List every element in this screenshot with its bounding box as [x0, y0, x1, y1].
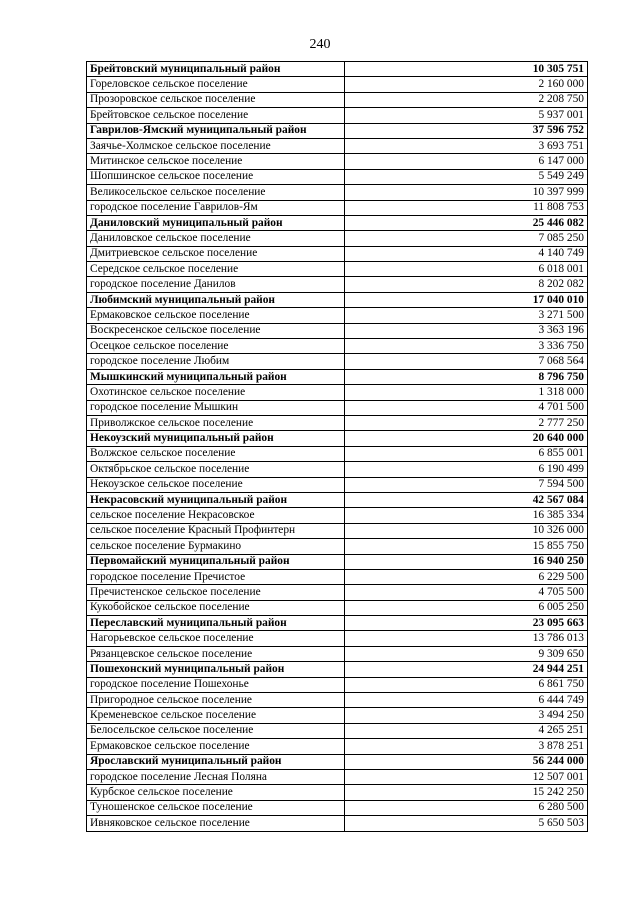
settlement-row	[87, 231, 588, 246]
settlement-row	[87, 446, 588, 461]
settlement-row	[87, 600, 588, 615]
settlement-row	[87, 785, 588, 800]
row-name: городское поселение Лесная Поляна	[87, 769, 345, 784]
settlement-row	[87, 677, 588, 692]
settlement-row	[87, 477, 588, 492]
row-value: 6 229 500	[345, 569, 588, 584]
district-row	[87, 431, 588, 446]
settlement-row	[87, 262, 588, 277]
row-name: сельское поселение Бурмакино	[87, 539, 345, 554]
settlement-row	[87, 585, 588, 600]
row-value: 16 940 250	[345, 554, 588, 569]
row-name: сельское поселение Некрасовское	[87, 508, 345, 523]
settlement-row	[87, 308, 588, 323]
district-row	[87, 215, 588, 230]
row-value: 3 271 500	[345, 308, 588, 323]
row-value: 4 265 251	[345, 723, 588, 738]
settlement-row	[87, 462, 588, 477]
budget-table	[86, 61, 588, 832]
row-name: Пошехонский муниципальный район	[87, 662, 345, 677]
row-name: Мышкинский муниципальный район	[87, 369, 345, 384]
settlement-row	[87, 646, 588, 661]
settlement-row	[87, 539, 588, 554]
settlement-row	[87, 769, 588, 784]
row-value: 2 777 250	[345, 415, 588, 430]
settlement-row	[87, 108, 588, 123]
row-name: Волжское сельское поселение	[87, 446, 345, 461]
row-name: Заячье-Холмское сельское поселение	[87, 138, 345, 153]
row-name: сельское поселение Красный Профинтерн	[87, 523, 345, 538]
row-name: Охотинское сельское поселение	[87, 385, 345, 400]
settlement-row	[87, 154, 588, 169]
row-value: 2 208 750	[345, 92, 588, 107]
settlement-row	[87, 246, 588, 261]
row-value: 42 567 084	[345, 492, 588, 507]
settlement-row	[87, 185, 588, 200]
settlement-row	[87, 723, 588, 738]
district-row	[87, 662, 588, 677]
row-name: городское поселение Пошехонье	[87, 677, 345, 692]
row-name: Брейтовский муниципальный район	[87, 62, 345, 77]
district-row	[87, 492, 588, 507]
row-name: Гореловское сельское поселение	[87, 77, 345, 92]
row-value: 8 796 750	[345, 369, 588, 384]
settlement-row	[87, 169, 588, 184]
row-value: 3 494 250	[345, 708, 588, 723]
page-number: 240	[309, 37, 331, 52]
row-name: Ермаковское сельское поселение	[87, 308, 345, 323]
row-name: Пригородное сельское поселение	[87, 693, 345, 708]
row-name: Осецкое сельское поселение	[87, 339, 345, 354]
settlement-row	[87, 415, 588, 430]
settlement-row	[87, 400, 588, 415]
row-name: городское поселение Данилов	[87, 277, 345, 292]
row-value: 3 693 751	[345, 138, 588, 153]
settlement-row	[87, 693, 588, 708]
district-row	[87, 616, 588, 631]
settlement-row	[87, 277, 588, 292]
row-name: Октябрьское сельское поселение	[87, 462, 345, 477]
row-value: 3 363 196	[345, 323, 588, 338]
row-value: 7 068 564	[345, 354, 588, 369]
settlement-row	[87, 508, 588, 523]
row-value: 12 507 001	[345, 769, 588, 784]
row-value: 16 385 334	[345, 508, 588, 523]
row-value: 6 855 001	[345, 446, 588, 461]
row-value: 5 937 001	[345, 108, 588, 123]
row-value: 9 309 650	[345, 646, 588, 661]
row-name: Воскресенское сельское поселение	[87, 323, 345, 338]
row-name: Даниловское сельское поселение	[87, 231, 345, 246]
settlement-row	[87, 523, 588, 538]
budget-table-body	[87, 62, 588, 832]
row-name: Приволжское сельское поселение	[87, 415, 345, 430]
settlement-row	[87, 708, 588, 723]
row-name: Шопшинское сельское поселение	[87, 169, 345, 184]
row-name: Дмитриевское сельское поселение	[87, 246, 345, 261]
row-value: 13 786 013	[345, 631, 588, 646]
row-name: Середское сельское поселение	[87, 262, 345, 277]
row-value: 15 242 250	[345, 785, 588, 800]
row-name: Пречистенское сельское поселение	[87, 585, 345, 600]
row-value: 6 861 750	[345, 677, 588, 692]
row-value: 6 190 499	[345, 462, 588, 477]
row-name: Белосельское сельское поселение	[87, 723, 345, 738]
row-name: Ивняковское сельское поселение	[87, 816, 345, 831]
row-value: 6 444 749	[345, 693, 588, 708]
row-value: 6 147 000	[345, 154, 588, 169]
district-row	[87, 369, 588, 384]
row-value: 3 878 251	[345, 739, 588, 754]
row-value: 7 085 250	[345, 231, 588, 246]
row-value: 23 095 663	[345, 616, 588, 631]
row-name: Прозоровское сельское поселение	[87, 92, 345, 107]
row-value: 24 944 251	[345, 662, 588, 677]
settlement-row	[87, 800, 588, 815]
settlement-row	[87, 200, 588, 215]
settlement-row	[87, 385, 588, 400]
row-value: 10 305 751	[345, 62, 588, 77]
row-name: Кременевское сельское поселение	[87, 708, 345, 723]
district-row	[87, 754, 588, 769]
settlement-row	[87, 138, 588, 153]
settlement-row	[87, 92, 588, 107]
settlement-row	[87, 323, 588, 338]
settlement-row	[87, 739, 588, 754]
row-value: 6 018 001	[345, 262, 588, 277]
row-value: 3 336 750	[345, 339, 588, 354]
row-value: 56 244 000	[345, 754, 588, 769]
settlement-row	[87, 339, 588, 354]
row-value: 6 005 250	[345, 600, 588, 615]
row-value: 10 397 999	[345, 185, 588, 200]
settlement-row	[87, 354, 588, 369]
row-name: Рязанцевское сельское поселение	[87, 646, 345, 661]
row-name: Ярославский муниципальный район	[87, 754, 345, 769]
row-name: Брейтовское сельское поселение	[87, 108, 345, 123]
row-name: Гаврилов-Ямский муниципальный район	[87, 123, 345, 138]
row-name: городское поселение Гаврилов-Ям	[87, 200, 345, 215]
row-value: 10 326 000	[345, 523, 588, 538]
row-name: Митинское сельское поселение	[87, 154, 345, 169]
district-row	[87, 554, 588, 569]
row-value: 6 280 500	[345, 800, 588, 815]
row-name: Курбское сельское поселение	[87, 785, 345, 800]
row-value: 5 650 503	[345, 816, 588, 831]
row-name: Нагорьевское сельское поселение	[87, 631, 345, 646]
settlement-row	[87, 631, 588, 646]
row-value: 25 446 082	[345, 215, 588, 230]
row-name: городское поселение Пречистое	[87, 569, 345, 584]
row-name: Даниловский муниципальный район	[87, 215, 345, 230]
row-value: 37 596 752	[345, 123, 588, 138]
row-name: Некоузское сельское поселение	[87, 477, 345, 492]
settlement-row	[87, 569, 588, 584]
row-value: 4 705 500	[345, 585, 588, 600]
row-value: 8 202 082	[345, 277, 588, 292]
row-name: городское поселение Мышкин	[87, 400, 345, 415]
row-value: 20 640 000	[345, 431, 588, 446]
row-value: 4 140 749	[345, 246, 588, 261]
district-row	[87, 292, 588, 307]
row-value: 4 701 500	[345, 400, 588, 415]
settlement-row	[87, 816, 588, 831]
row-name: городское поселение Любим	[87, 354, 345, 369]
row-name: Ермаковское сельское поселение	[87, 739, 345, 754]
row-name: Некоузский муниципальный район	[87, 431, 345, 446]
row-value: 1 318 000	[345, 385, 588, 400]
row-value: 7 594 500	[345, 477, 588, 492]
row-value: 5 549 249	[345, 169, 588, 184]
row-name: Туношенское сельское поселение	[87, 800, 345, 815]
row-value: 15 855 750	[345, 539, 588, 554]
row-name: Некрасовский муниципальный район	[87, 492, 345, 507]
row-name: Великосельское сельское поселение	[87, 185, 345, 200]
settlement-row	[87, 77, 588, 92]
row-name: Кукобойское сельское поселение	[87, 600, 345, 615]
row-value: 11 808 753	[345, 200, 588, 215]
row-name: Любимский муниципальный район	[87, 292, 345, 307]
row-name: Переславский муниципальный район	[87, 616, 345, 631]
district-row	[87, 123, 588, 138]
district-row	[87, 62, 588, 77]
row-value: 17 040 010	[345, 292, 588, 307]
row-value: 2 160 000	[345, 77, 588, 92]
row-name: Первомайский муниципальный район	[87, 554, 345, 569]
